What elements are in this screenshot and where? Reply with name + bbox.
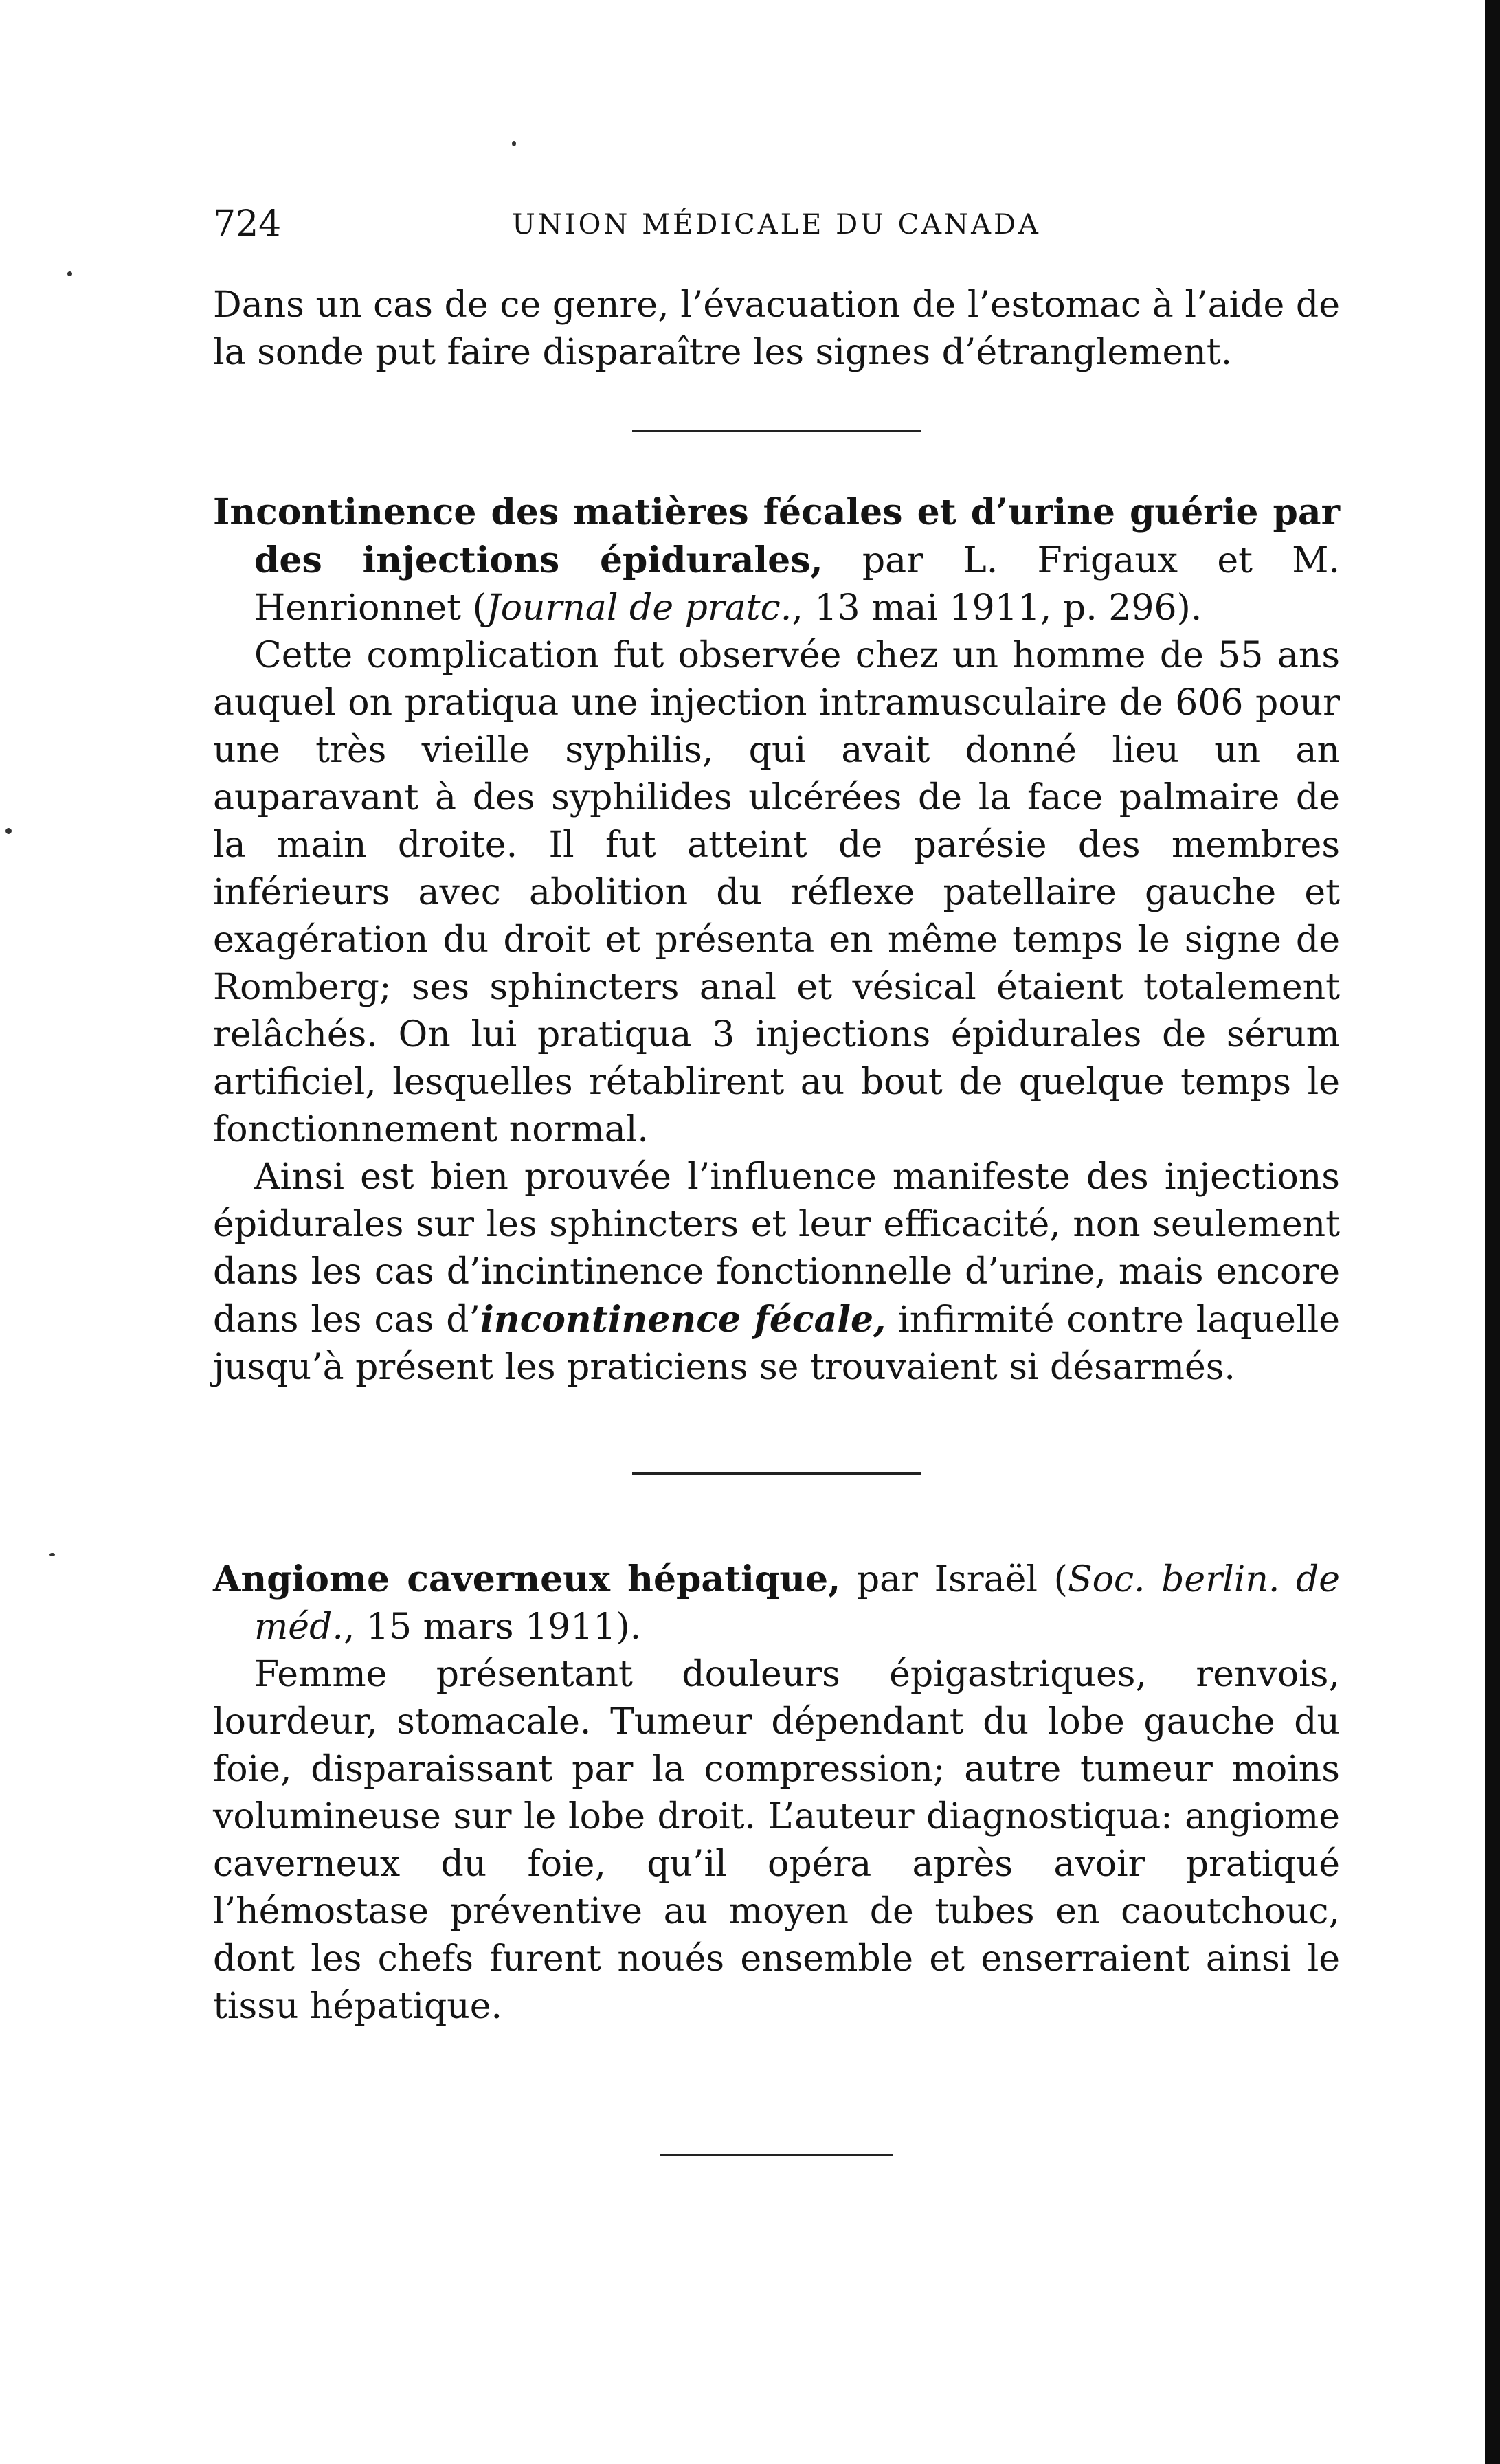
article-1-byline: par L. Frigaux et M. Henrionnet ( — [254, 540, 1340, 629]
page-header — [213, 203, 1340, 251]
article-2-byline: par Israël ( — [840, 1559, 1068, 1600]
article-2-title: Angiome caverneux hépatique, — [213, 1558, 841, 1600]
running-head: UNION MÉDICALE DU CANADA — [512, 209, 1041, 240]
scan-speck — [49, 1553, 55, 1556]
intro-paragraph: Dans un cas de ce genre, l’évacuation de l’estomac à l’aide de la sonde put faire disparaître les signes d’étranglement. — [213, 284, 1340, 373]
scan-speck — [512, 141, 516, 146]
section-divider — [660, 2154, 893, 2156]
section-divider — [632, 430, 921, 432]
scan-speck — [5, 828, 12, 834]
scan-edge-bar — [1485, 0, 1500, 2464]
article-2-source-tail: , 15 mars 1911). — [343, 1606, 642, 1648]
article-1-title: Incontinence des matières fécales et d’urine guérie par des injections épidurales, — [213, 491, 1340, 581]
article-1-paragraph-2-italic: incontinence fécale, — [480, 1299, 886, 1341]
section-divider — [632, 1472, 921, 1475]
article-1-paragraph-1: Cette complication fut observée chez un homme de 55 ans auquel on pratiqua une injection intramusculaire de 606 pour une très vieille syphilis, qui avait donné lieu un an auparavant à des syphilides ulcérées de la face palmaire de la main droite. Il fut atteint de parésie des membres inférieurs avec abolition du réflexe patellaire gauche et exagération du droit et présenta en même temps le signe de Romberg; ses sphincters anal et vésical étaient totalement relâchés. On lui pratiqua 3 injections épidurales de sérum artificiel, lesquelles rétablirent au bout de quelque temps le fonctionnement normal. — [213, 635, 1340, 1150]
article-2-source: Soc. berlin. de méd. — [254, 1559, 1341, 1648]
article-1-source: Journal de pratc. — [486, 587, 792, 629]
article-2-paragraph-1: Femme présentant douleurs épigastriques, renvois, lourdeur, stomacale. Tumeur dépendant du lobe gauche du foie, disparaissant par la compression; autre tumeur moins volumineuse sur le lobe droit. L’auteur diagnostiqua: angiome caverneux du foie, qu’il opéra après avoir pratiqué l’hémostase préventive au moyen de tubes en caoutchouc, dont les chefs furent noués ensemble et enserraient ainsi le tissu hépatique. — [213, 1654, 1340, 2027]
article-1-heading — [213, 489, 1340, 632]
text-column — [213, 282, 1340, 2156]
article-2-heading — [213, 1556, 1340, 1651]
article-1-paragraph-2-end: infirmité contre laquelle jusqu’à présent les praticiens se trouvaient si désarmés. — [213, 1299, 1340, 1388]
article-1-paragraph-2-start: Ainsi est bien prouvée l’influence manifeste des injections épidurales sur les sphincters et leur efficacité, non seulement dans les cas d’incintinence fonctionnelle d’urine, mais encore dans les cas d’ — [213, 1156, 1340, 1341]
article-1-paragraph-2 — [213, 1154, 1340, 1391]
page-number: 724 — [213, 203, 282, 245]
article-1-source-tail: , 13 mai 1911, p. 296). — [792, 587, 1202, 629]
scan-speck — [67, 271, 72, 276]
